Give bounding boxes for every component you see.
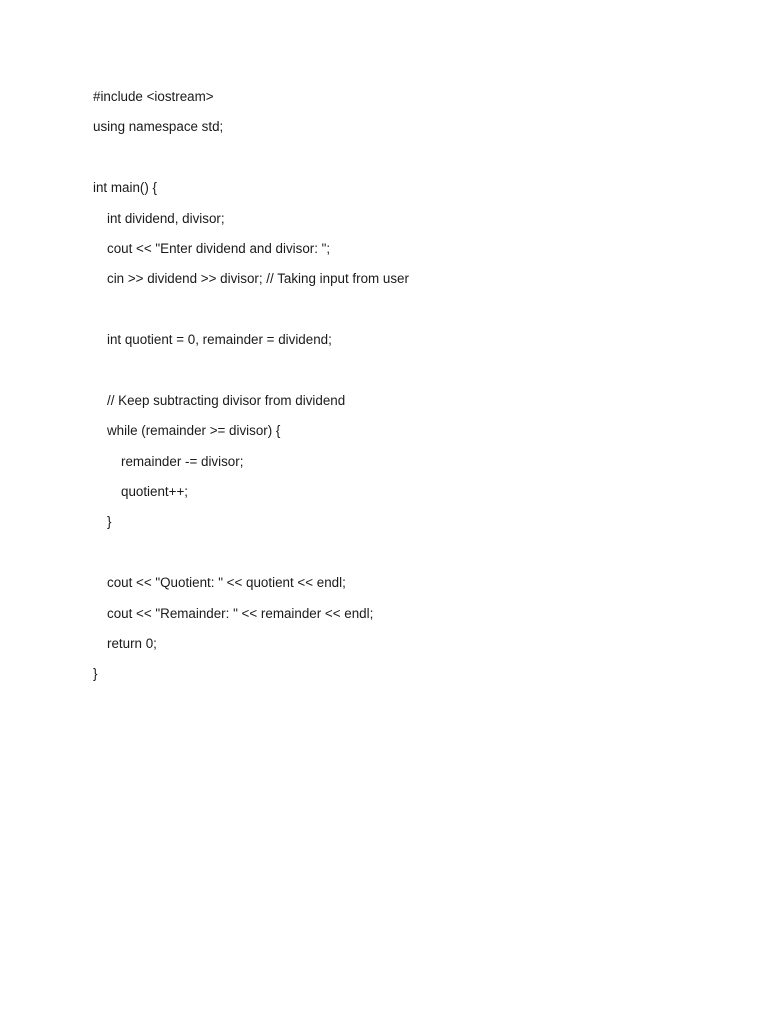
code-line-5: int dividend, divisor; bbox=[107, 210, 225, 226]
code-line-12: while (remainder >= divisor) { bbox=[107, 423, 281, 439]
code-line-20: } bbox=[93, 666, 98, 682]
code-line-13: remainder -= divisor; bbox=[121, 453, 244, 469]
code-line-11: // Keep subtracting divisor from dividend bbox=[107, 392, 346, 408]
code-line-10-blank bbox=[93, 356, 713, 386]
code-line-9: int quotient = 0, remainder = dividend; bbox=[107, 332, 332, 348]
code-line-17: cout << "Quotient: " << quotient << endl; bbox=[107, 575, 346, 591]
code-line-14: quotient++; bbox=[121, 484, 189, 500]
code-line-7: cin >> dividend >> divisor; // Taking input from user bbox=[107, 271, 409, 287]
code-line-3-blank bbox=[93, 143, 713, 173]
code-line-8-blank bbox=[93, 295, 713, 325]
code-line-4: int main() { bbox=[93, 180, 157, 196]
code-block bbox=[93, 82, 713, 690]
code-line-16-blank bbox=[93, 538, 713, 568]
code-line-18: cout << "Remainder: " << remainder << endl; bbox=[107, 605, 374, 621]
code-line-1: #include <iostream> bbox=[93, 89, 214, 104]
code-line-2: using namespace std; bbox=[93, 119, 224, 135]
code-line-15: } bbox=[107, 514, 112, 530]
code-line-6: cout << "Enter dividend and divisor: "; bbox=[107, 240, 331, 256]
code-line-19: return 0; bbox=[107, 636, 157, 652]
